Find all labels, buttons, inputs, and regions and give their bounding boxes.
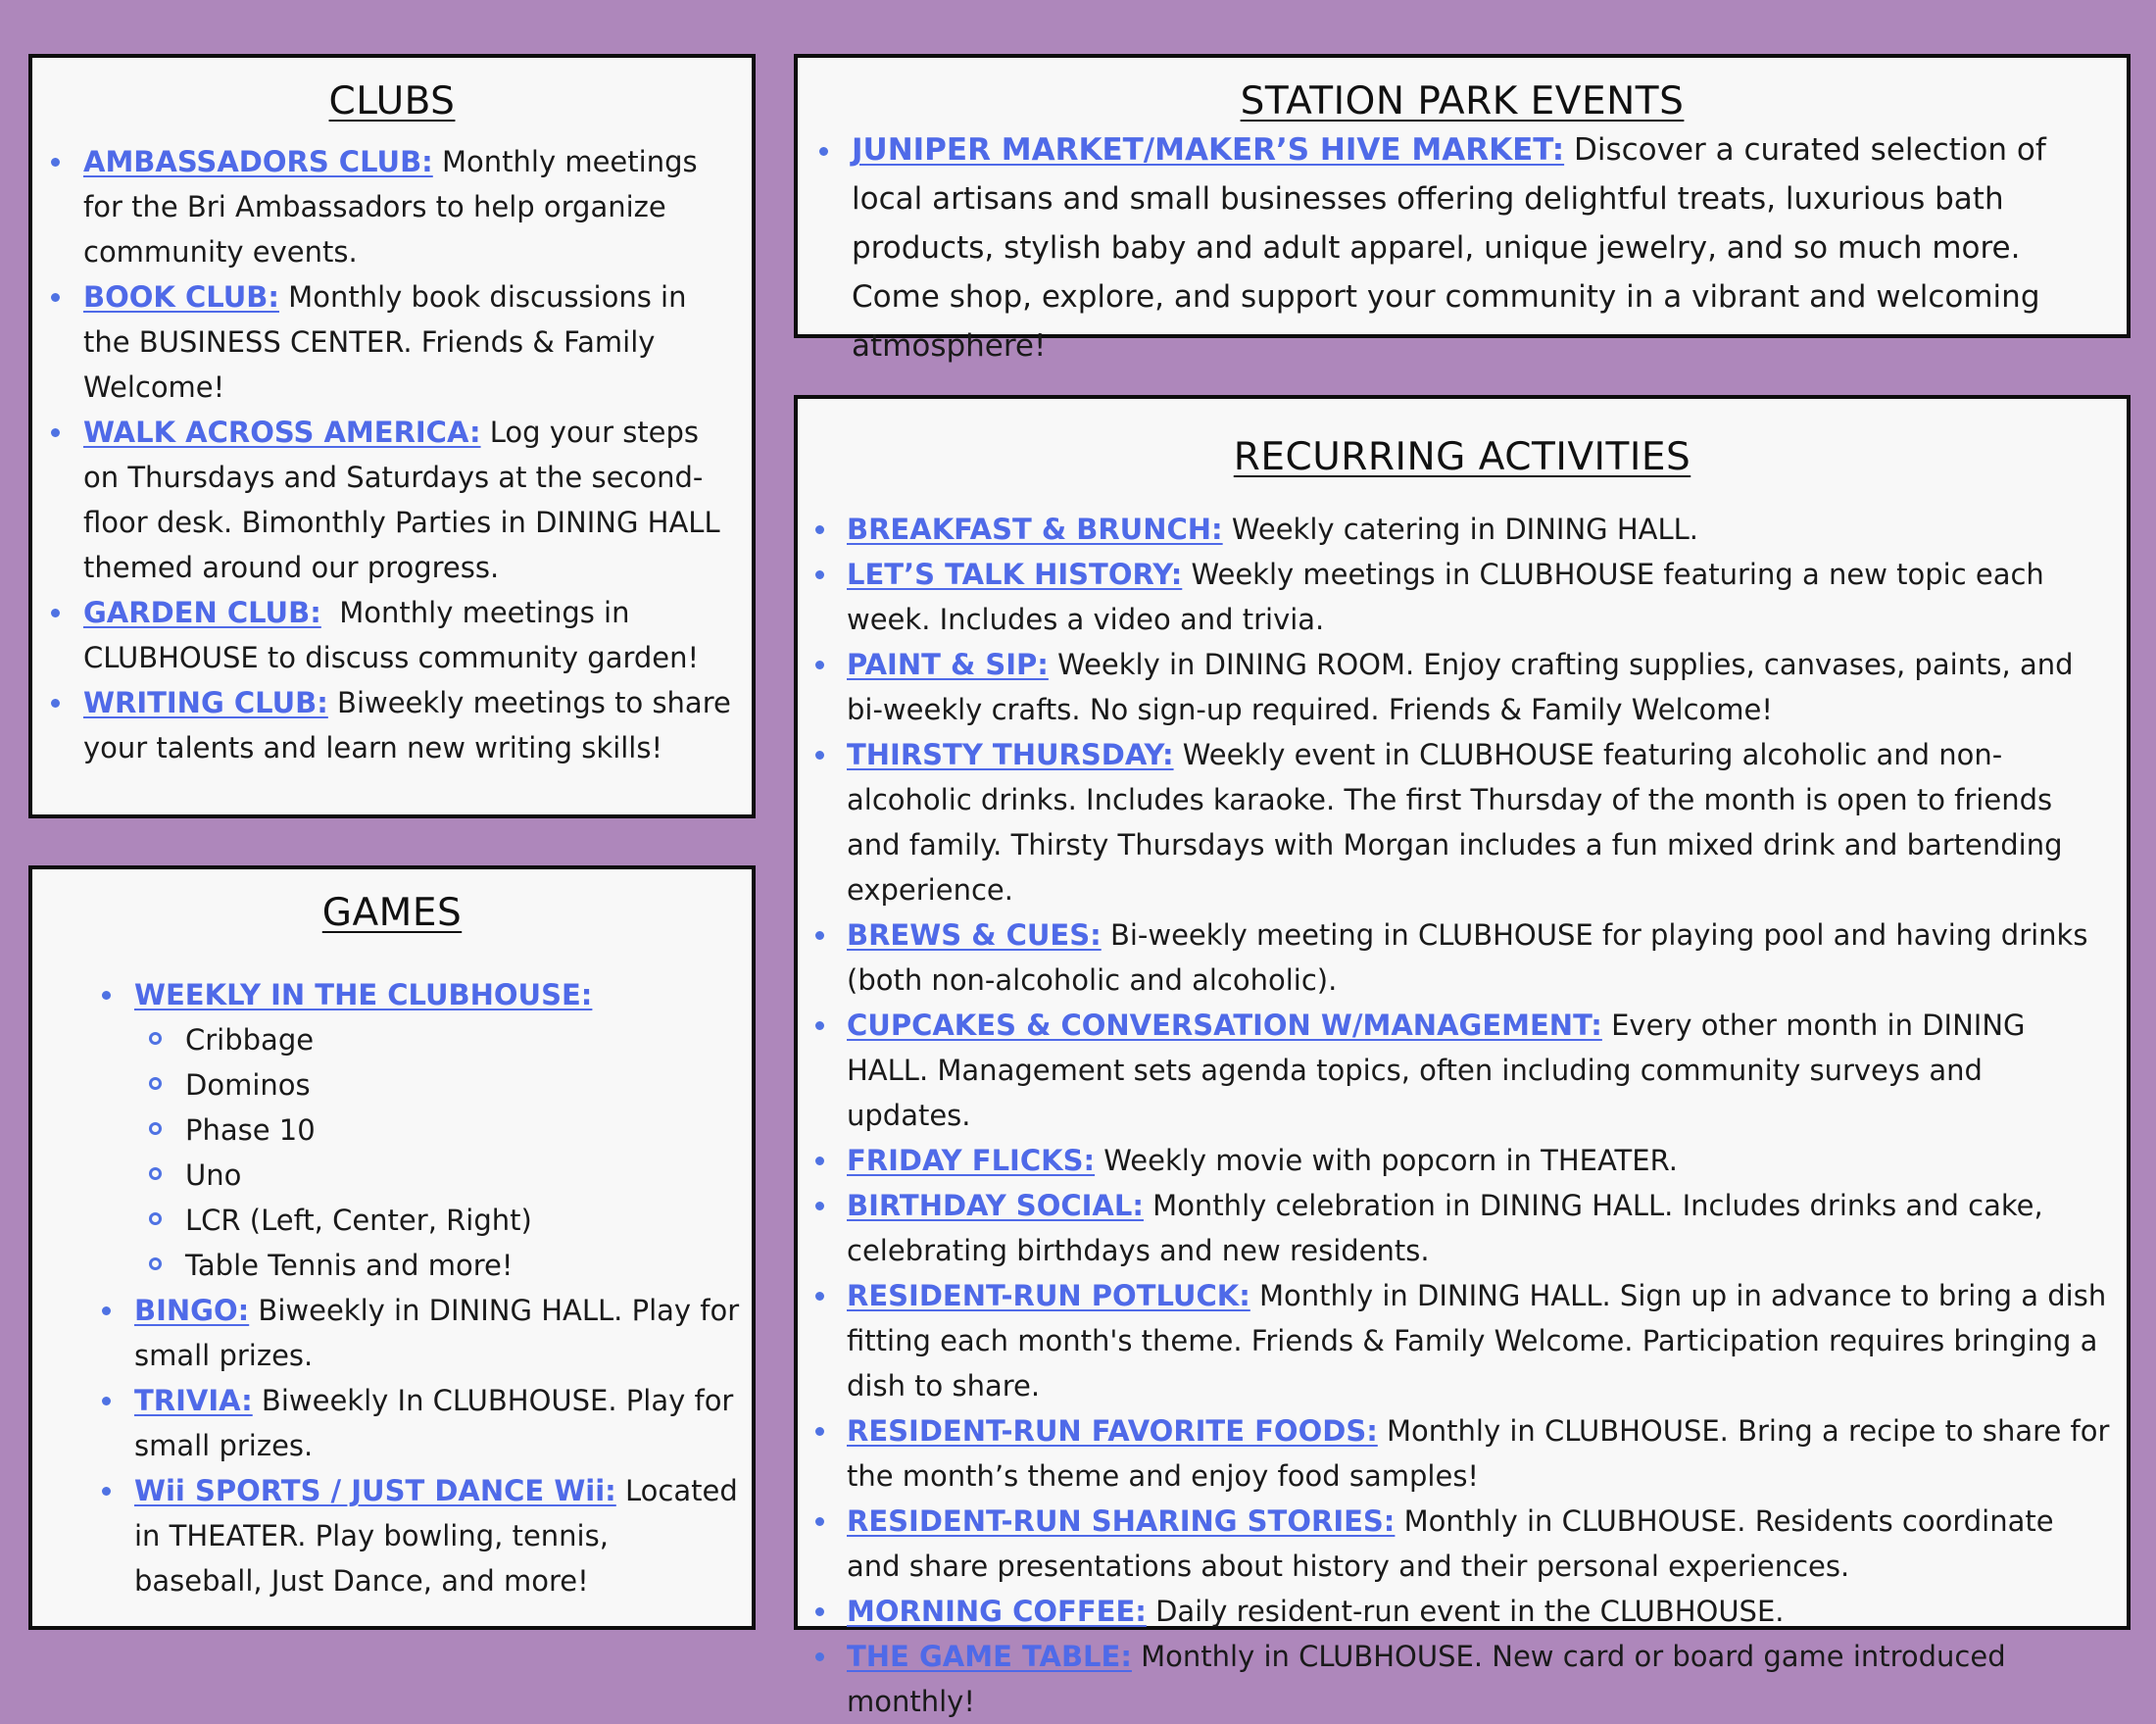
item-description: Weekly event in CLUBHOUSE featuring alcoholic and non-alcoholic drinks. Includes karaoke. The first Thursday of the month is open to friends and family. Thirsty Thursdays with Morgan includes a fun mixed drink and bartending experience.: [847, 738, 2063, 907]
list-item: [83, 139, 742, 274]
list-item: [847, 507, 2113, 552]
item-description: Monthly in DINING HALL. Sign up in advance to bring a dish fitting each month's theme. Friends & Family Welcome. Participation requires bringing a dish to share.: [847, 1279, 2107, 1403]
list-item: [852, 125, 2107, 370]
writing-club-link[interactable]: WRITING CLUB:: [83, 686, 328, 719]
item-description: Discover a curated selection of local artisans and small businesses offering delightful treats, luxurious bath products, stylish baby and adult apparel, unique jewelry, and so much more. Come shop, explore, and support your community in a vibrant and welcoming atmosphere!: [852, 132, 2046, 364]
item-description: Weekly catering in DINING HALL.: [1222, 513, 1699, 546]
list-item: [134, 1288, 742, 1378]
juniper-market-link[interactable]: JUNIPER MARKET/MAKER’S HIVE MARKET:: [852, 132, 1565, 168]
friday-flicks-link[interactable]: FRIDAY FLICKS:: [847, 1144, 1096, 1177]
list-item: [847, 1138, 2113, 1183]
sub-list-item: Cribbage: [185, 1017, 742, 1062]
weekly-games-sublist: [185, 1017, 742, 1288]
recurring-activities-panel: [794, 395, 2131, 1718]
resident-run-sharing-stories-link[interactable]: RESIDENT-RUN SHARING STORIES:: [847, 1504, 1396, 1538]
list-item: [134, 1378, 742, 1468]
item-description: Monthly in CLUBHOUSE. Residents coordinate and share presentations about history and their personal experiences.: [847, 1504, 2054, 1583]
resident-run-potluck-link[interactable]: RESIDENT-RUN POTLUCK:: [847, 1279, 1250, 1312]
list-item: [847, 1003, 2113, 1138]
walk-across-america-link[interactable]: WALK ACROSS AMERICA:: [83, 416, 481, 449]
item-description: Every other month in DINING HALL. Management sets agenda topics, often including community surveys and updates.: [847, 1009, 2026, 1132]
list-item: [847, 642, 2113, 732]
list-item: [83, 590, 742, 680]
item-description: Biweekly in DINING HALL. Play for small prizes.: [134, 1294, 740, 1372]
trivia-link[interactable]: TRIVIA:: [134, 1384, 253, 1417]
clubs-title: CLUBS: [328, 79, 456, 123]
sub-list-item: Phase 10: [185, 1108, 742, 1153]
bingo-link[interactable]: BINGO:: [134, 1294, 250, 1327]
item-description: Biweekly In CLUBHOUSE. Play for small prizes.: [134, 1384, 734, 1462]
list-item: [847, 912, 2113, 1003]
item-description: Monthly celebration in DINING HALL. Includes drinks and cake, celebrating birthdays and new residents.: [847, 1189, 2043, 1267]
wii-sports-link[interactable]: Wii SPORTS / JUST DANCE Wii:: [134, 1474, 616, 1507]
brews-cues-link[interactable]: BREWS & CUES:: [847, 918, 1102, 952]
item-description: Monthly book discussions in the BUSINESS CENTER. Friends & Family Welcome!: [83, 280, 687, 404]
breakfast-brunch-link[interactable]: BREAKFAST & BRUNCH:: [847, 513, 1223, 546]
item-description: Weekly movie with popcorn in THEATER.: [1095, 1144, 1678, 1177]
list-item: [83, 410, 742, 590]
list-item: [83, 680, 742, 770]
list-item: [847, 1183, 2113, 1273]
list-item: [847, 1634, 2113, 1724]
item-description: Log your steps on Thursdays and Saturdays at the second-floor desk. Bimonthly Parties in DINING HALL themed around our progress.: [83, 416, 720, 584]
games-panel: [28, 865, 756, 1630]
item-description: Monthly meetings for the Bri Ambassadors to help organize community events.: [83, 145, 698, 269]
item-description: Weekly meetings in CLUBHOUSE featuring a new topic each week. Includes a video and trivia.: [847, 558, 2044, 636]
list-item: [847, 1589, 2113, 1634]
item-description: Monthly in CLUBHOUSE. New card or board game introduced monthly!: [847, 1640, 2006, 1718]
weekly-in-clubhouse-link[interactable]: WEEKLY IN THE CLUBHOUSE:: [134, 978, 593, 1011]
ambassadors-club-link[interactable]: AMBASSADORS CLUB:: [83, 145, 433, 178]
item-description: Weekly in DINING ROOM. Enjoy crafting supplies, canvases, paints, and bi-weekly crafts. No sign-up required. Friends & Family Welcome!: [847, 648, 2074, 726]
games-list: [134, 972, 742, 1603]
lets-talk-history-link[interactable]: LET’S TALK HISTORY:: [847, 558, 1183, 591]
station-park-title: STATION PARK EVENTS: [1240, 79, 1685, 123]
item-description: Biweekly meetings to share your talents and learn new writing skills!: [83, 686, 731, 764]
station-park-list: [852, 125, 2107, 370]
list-item: [847, 552, 2113, 642]
garden-club-link[interactable]: GARDEN CLUB:: [83, 596, 321, 629]
games-title: GAMES: [321, 891, 463, 935]
sub-list-item: Dominos: [185, 1062, 742, 1108]
list-item: [134, 1468, 742, 1603]
resident-run-favorite-foods-link[interactable]: RESIDENT-RUN FAVORITE FOODS:: [847, 1414, 1378, 1448]
paint-sip-link[interactable]: PAINT & SIP:: [847, 648, 1049, 681]
item-description: Bi-weekly meeting in CLUBHOUSE for playing pool and having drinks (both non-alcoholic and alcoholic).: [847, 918, 2088, 997]
list-item: [847, 1273, 2113, 1408]
clubs-list: [83, 139, 742, 770]
list-item: [134, 972, 742, 1288]
list-item: [83, 274, 742, 410]
birthday-social-link[interactable]: BIRTHDAY SOCIAL:: [847, 1189, 1144, 1222]
station-park-panel: [794, 54, 2131, 364]
item-description: Monthly meetings in CLUBHOUSE to discuss community garden!: [83, 596, 700, 674]
sub-list-item: Table Tennis and more!: [185, 1243, 742, 1288]
list-item: [847, 1499, 2113, 1589]
book-club-link[interactable]: BOOK CLUB:: [83, 280, 279, 314]
item-description: Monthly in CLUBHOUSE. Bring a recipe to share for the month’s theme and enjoy food samples!: [847, 1414, 2110, 1493]
sub-list-item: Uno: [185, 1153, 742, 1198]
sub-list-item: LCR (Left, Center, Right): [185, 1198, 742, 1243]
item-description: Daily resident-run event in the CLUBHOUSE.: [1146, 1595, 1785, 1628]
morning-coffee-link[interactable]: MORNING COFFEE:: [847, 1595, 1147, 1628]
clubs-panel: [28, 54, 756, 818]
item-description: Located in THEATER. Play bowling, tennis, baseball, Just Dance, and more!: [134, 1474, 738, 1598]
list-item: [847, 732, 2113, 912]
cupcakes-conversation-link[interactable]: CUPCAKES & CONVERSATION W/MANAGEMENT:: [847, 1009, 1602, 1042]
list-item: [847, 1408, 2113, 1499]
recurring-activities-title: RECURRING ACTIVITIES: [1233, 435, 1691, 479]
recurring-activities-list: [847, 507, 2113, 1724]
the-game-table-link[interactable]: THE GAME TABLE:: [847, 1640, 1132, 1673]
thirsty-thursday-link[interactable]: THIRSTY THURSDAY:: [847, 738, 1174, 771]
